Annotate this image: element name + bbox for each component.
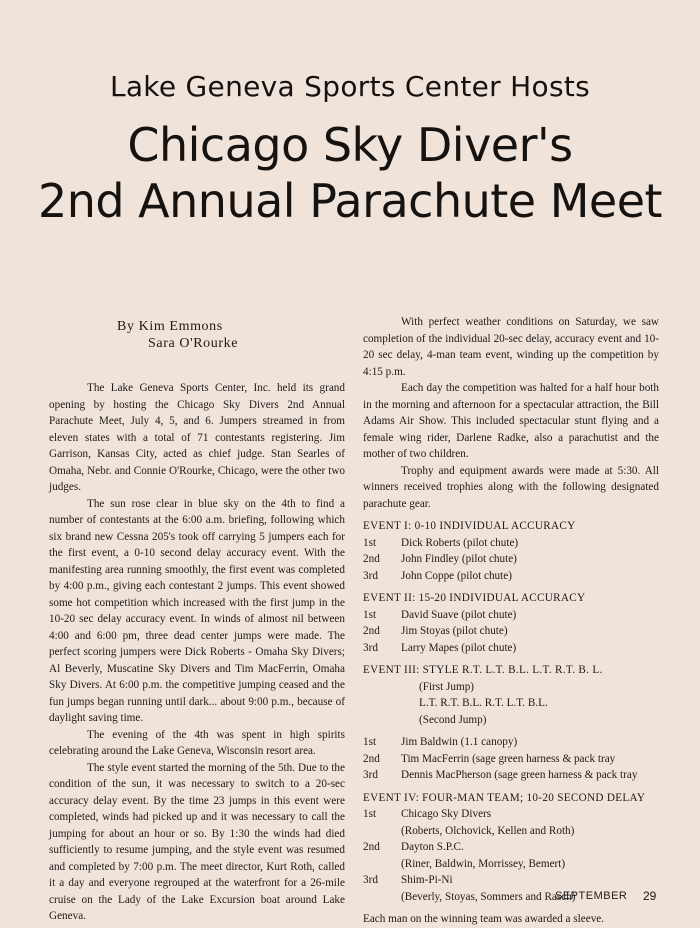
result-place: 3rd bbox=[363, 641, 378, 654]
result-row bbox=[363, 823, 659, 840]
paragraph: The style event started the morning of the 5th. Due to the condition of the sun, it was necessary to switch to a 20-sec accuracy delay event. By the time 23 jumps in this event were completed, winds had picked up and it was necessary to call the jumping for about an hour or so. By 1:30 the winds had died sufficiently to resume jumping, and the style event was resumed and completed by 7:00 p.m. The meet director, Kurt Roth, called it a day and everyone regrouped at the waterfront for a 26-mile cruise on the Lady of the Lake Excursion boat around Lake Geneva. bbox=[49, 761, 345, 922]
article-title-line-2: 2nd Annual Parachute Meet bbox=[37, 174, 663, 228]
article-title-line-1: Chicago Sky Diver's bbox=[127, 118, 573, 172]
result-place: 3rd bbox=[363, 874, 378, 886]
result-row bbox=[363, 856, 659, 873]
result-place: 2nd bbox=[363, 841, 380, 853]
paragraph: The evening of the 4th was spent in high spirits celebrating around the Lake Geneva, Wisconsin resort area. bbox=[49, 728, 345, 757]
result-row bbox=[363, 640, 659, 657]
result-place: 1st bbox=[363, 536, 377, 549]
result-name: David Suave (pilot chute) bbox=[401, 608, 517, 621]
result-row bbox=[363, 568, 659, 585]
result-row bbox=[363, 751, 659, 768]
byline-author-2: Sara O'Rourke bbox=[148, 336, 239, 351]
result-name: Jim Baldwin (1.1 canopy) bbox=[401, 736, 518, 748]
result-name: Larry Mapes (pilot chute) bbox=[401, 641, 517, 654]
result-name: Dayton S.P.C. bbox=[401, 841, 464, 853]
result-row bbox=[363, 607, 659, 624]
result-row bbox=[363, 767, 659, 784]
result-place: 1st bbox=[363, 608, 377, 621]
result-row bbox=[363, 623, 659, 640]
event-3-heading: EVENT III: STYLE R.T. L.T. B.L. L.T. R.T. B. L. bbox=[363, 664, 603, 676]
closing-line: Each man on the winning team was awarded a sleeve. bbox=[363, 913, 605, 925]
result-place: 2nd bbox=[363, 752, 380, 765]
result-row bbox=[363, 734, 659, 751]
team-members: (Roberts, Olchovick, Kellen and Roth) bbox=[401, 824, 575, 837]
result-name: Tim MacFerrin (sage green harness & pack tray bbox=[401, 752, 616, 765]
event-1-heading: EVENT I: 0-10 INDIVIDUAL ACCURACY bbox=[363, 520, 576, 532]
second-jump-label: (Second Jump) bbox=[419, 713, 487, 726]
result-name: John Findley (pilot chute) bbox=[401, 553, 517, 565]
result-place: 1st bbox=[363, 808, 377, 820]
first-jump-label: (First Jump) bbox=[419, 680, 475, 693]
result-place: 3rd bbox=[363, 769, 378, 781]
byline bbox=[117, 318, 238, 352]
result-name: Dick Roberts (pilot chute) bbox=[401, 536, 519, 549]
result-name: Chicago Sky Divers bbox=[401, 808, 492, 820]
result-name: Dennis MacPherson (sage green harness & pack tray bbox=[401, 769, 638, 781]
article-kicker: Lake Geneva Sports Center Hosts bbox=[109, 70, 591, 103]
byline-author-1: By Kim Emmons bbox=[117, 319, 223, 334]
left-column bbox=[49, 380, 345, 925]
result-place: 1st bbox=[363, 736, 377, 748]
paragraph: The sun rose clear in blue sky on the 4th to find a number of contestants at the 6:00 a.m. briefing, following which six brand new Cessna 205's took off carrying 5 jumpers each for the first event, a 0-10 second delay accuracy event. With the manifesting area running smoothly, the first event was completed by 4:00 p.m., giving each contestant 2 jumps. This event showed some hot competition which increased with the first jump in the 10-20 sec delay accuracy event. In winds of almost nil between 4:00 and 6:00 pm, three dead center jumps were made. The perfect scoring jumpers were Dick Roberts - Omaha Sky Divers; Al Beverly, Muscatine Sky Divers and Tim MacFerrin, Omaha Sky Divers. At 6:00 p.m. the competitive jumping ceased and the fun jumps began running until dark... about 9:00 p.m., because of daylight saving time. bbox=[49, 497, 345, 724]
right-column bbox=[363, 314, 659, 928]
result-row bbox=[363, 839, 659, 856]
paragraph: With perfect weather conditions on Saturday, we saw completion of the individual 20-sec delay, accuracy event and 10-20 sec delay, 4-man team event, winding up the competition by 4:15 p.m. bbox=[363, 316, 659, 378]
paragraph: Trophy and equipment awards were made at 5:30. All winners received trophies along with the following designated parachute gear. bbox=[363, 464, 659, 510]
result-row bbox=[363, 551, 659, 568]
team-members: (Riner, Baldwin, Morrissey, Bemert) bbox=[401, 857, 566, 870]
result-row bbox=[363, 806, 659, 823]
team-members: (Beverly, Stoyas, Sommers and Rasch) bbox=[401, 890, 576, 903]
result-row bbox=[363, 872, 659, 889]
result-place: 2nd bbox=[363, 553, 380, 565]
result-name: Shim-Pi-Ni bbox=[401, 874, 453, 886]
paragraph: Each day the competition was halted for a half hour both in the morning and afternoon for a spectacular attraction, the Bill Adams Air Show. This included spectacular stunt flying and a female wing rider, Darlene Radke, also a parachutist and the mother of two children. bbox=[363, 382, 659, 460]
event-4-heading: EVENT IV: FOUR-MAN TEAM; 10-20 SECOND DELAY bbox=[363, 791, 646, 804]
second-jump-sequence: L.T. R.T. B.L. R.T. L.T. B.L. bbox=[419, 697, 548, 709]
paragraph: The Lake Geneva Sports Center, Inc. held its grand opening by hosting the Chicago Sky Divers 2nd Annual Parachute Meet, July 4, 5, and 6. Jumpers streamed in from eleven states with a total of 71 contestants registering. Jim Garrison, Kansas City, acted as chief judge. Stan Searles of Omaha, Nebr. and Connie O'Rourke, Chicago, were the other two judges. bbox=[49, 382, 345, 493]
page-number: 29 bbox=[643, 889, 657, 903]
footer-month: SEPTEMBER bbox=[555, 890, 628, 902]
result-place: 3rd bbox=[363, 569, 378, 582]
event-2-heading: EVENT II: 15-20 INDIVIDUAL ACCURACY bbox=[363, 592, 586, 604]
result-name: Jim Stoyas (pilot chute) bbox=[401, 625, 508, 637]
result-place: 2nd bbox=[363, 625, 380, 637]
result-row bbox=[363, 535, 659, 552]
result-name: John Coppe (pilot chute) bbox=[401, 569, 512, 582]
